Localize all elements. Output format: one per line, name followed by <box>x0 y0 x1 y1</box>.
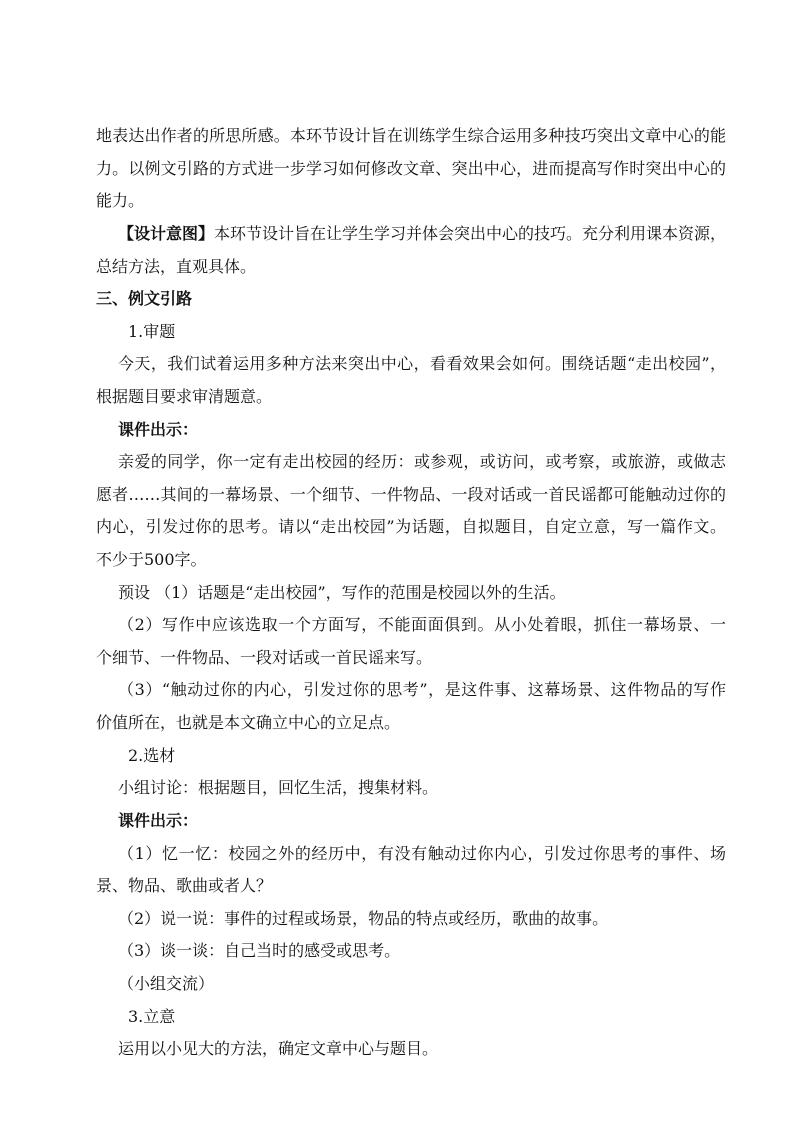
paragraph-line: 地表达出作者的所思所感。本环节设计旨在训练学生综合运用多种技巧突出文章中心的能 <box>96 126 726 145</box>
paragraph-line: 今天，我们试着运用多种方法来突出中心，看看效果会如何。围绕话题“走出校园”， <box>118 354 726 373</box>
paragraph-line: 运用以小见大的方法，确定文章中心与题目。 <box>118 1039 439 1058</box>
section-heading: 三、例文引路 <box>96 289 193 308</box>
design-intent-text: 本环节设计旨在让学生学习并体会突出中心的技巧。充分利用课本资源， <box>214 224 726 243</box>
design-intent-paragraph <box>118 223 726 245</box>
paragraph-line: 个细节、一件物品、一段对话或一首民谣来写。 <box>96 648 433 667</box>
courseware-label: 课件出示： <box>118 420 199 439</box>
paragraph-line: （3）谈一谈：自己当时的感受或思考。 <box>118 941 401 960</box>
paragraph-line: （小组交流） <box>118 974 215 993</box>
paragraph-line: （3）“触动过你的内心，引发过你的思考”，是这件事、这幕场景、这件物品的写作 <box>118 680 726 699</box>
subsection-heading: 3.立意 <box>128 1007 176 1026</box>
paragraph-line: 小组讨论：根据题目，回忆生活，搜集材料。 <box>118 778 439 797</box>
paragraph-line: 不少于500字。 <box>96 550 207 569</box>
paragraph-line: （1）忆一忆：校园之外的经历中，有没有触动过你内心，引发过你思考的事件、场 <box>118 844 726 863</box>
design-intent-label: 【设计意图】 <box>118 224 215 243</box>
paragraph-line: 景、物品、歌曲或者人？ <box>96 876 273 895</box>
paragraph-line: 能力。 <box>96 191 145 210</box>
paragraph-line: 亲爱的同学，你一定有走出校园的经历：或参观，或访问，或考察，或旅游，或做志 <box>118 452 726 471</box>
subsection-heading: 1.审题 <box>128 322 176 341</box>
courseware-label: 课件出示： <box>118 811 199 830</box>
paragraph-line: 力。以例文引路的方式进一步学习如何修改文章、突出中心，进而提高写作时突出中心的 <box>96 159 726 178</box>
paragraph-line: 根据题目要求审清题意。 <box>96 387 273 406</box>
subsection-heading: 2.选材 <box>128 746 176 765</box>
paragraph-line: （2）说一说：事件的过程或场景，物品的特点或经历，歌曲的故事。 <box>118 909 609 928</box>
paragraph-line: 愿者……其间的一幕场景、一个细节、一件物品、一段对话或一首民谣都可能触动过你的 <box>96 485 726 504</box>
paragraph-line: （2）写作中应该选取一个方面写，不能面面俱到。从小处着眼，抓住一幕场景、一 <box>118 615 726 634</box>
paragraph-line: 内心，引发过你的思考。请以“走出校园”为话题，自拟题目，自定立意，写一篇作文。 <box>96 517 726 536</box>
paragraph-line: 总结方法，直观具体。 <box>96 257 257 276</box>
preset-line: 预设 （1）话题是“走出校园”，写作的范围是校园以外的生活。 <box>118 583 566 602</box>
paragraph-line: 价值所在，也就是本文确立中心的立足点。 <box>96 713 401 732</box>
